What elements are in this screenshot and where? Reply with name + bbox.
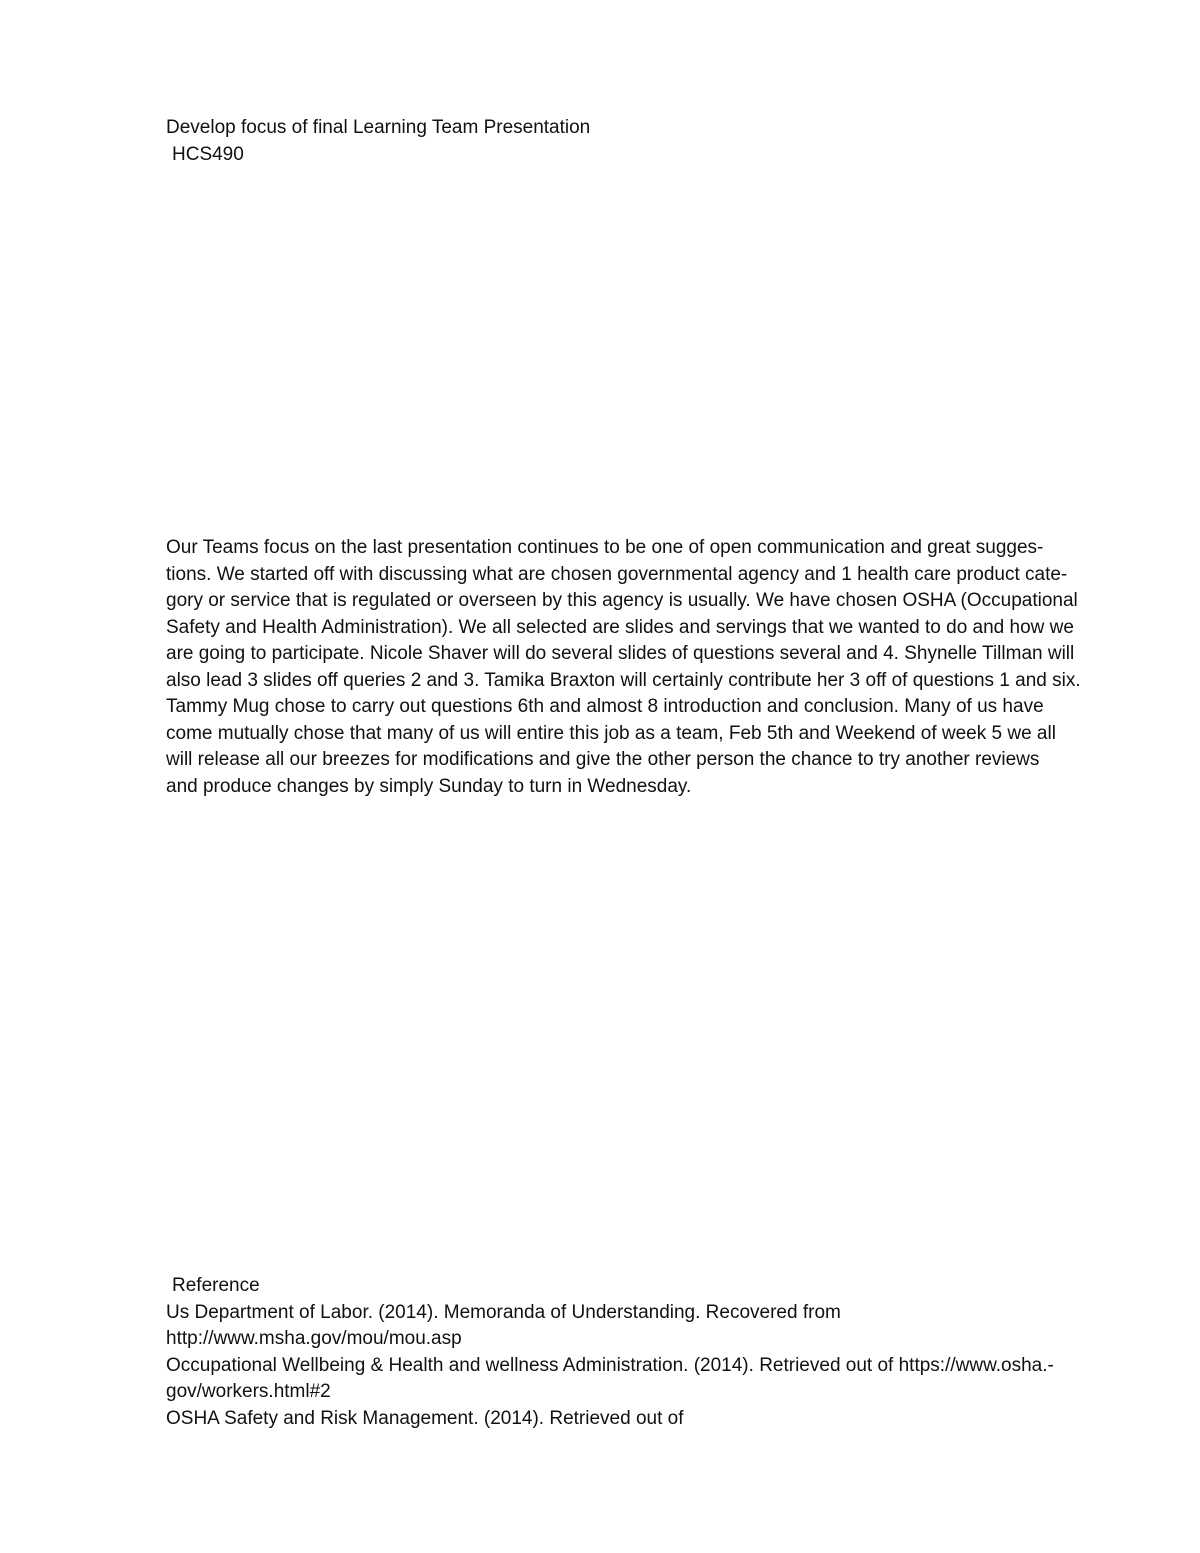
body-paragraph bbox=[166, 535, 1126, 800]
body-line: also lead 3 slides off queries 2 and 3. Tamika Braxton will certainly contribute her 3 off of questions 1 and six. bbox=[166, 669, 1081, 691]
body-line: Tammy Mug chose to carry out questions 6th and almost 8 introduction and conclusion. Many of us have bbox=[166, 696, 1044, 717]
references-section bbox=[166, 1273, 1146, 1432]
body-line: tions. We started off with discussing what are chosen governmental agency and 1 health care product cate- bbox=[166, 563, 1068, 585]
course-code: HCS490 bbox=[172, 144, 244, 165]
body-line: Safety and Health Administration). We all selected are slides and servings that we wanted to do and how we bbox=[166, 616, 1074, 638]
title-block bbox=[166, 114, 590, 168]
references-heading: Reference bbox=[172, 1275, 260, 1296]
body-line: gory or service that is regulated or overseen by this agency is usually. We have chosen OSHA (Occupational bbox=[166, 590, 1078, 611]
body-line: are going to participate. Nicole Shaver will do several slides of questions several and 4. Shynelle Tillman will bbox=[166, 643, 1075, 664]
reference-url: http://www.msha.gov/mou/mou.asp bbox=[166, 1328, 462, 1349]
reference-url: gov/workers.html#2 bbox=[166, 1381, 331, 1402]
document-title: Develop focus of final Learning Team Presentation bbox=[166, 117, 591, 138]
body-line: Our Teams focus on the last presentation continues to be one of open communication and great sugges- bbox=[166, 537, 1044, 558]
reference-entry: OSHA Safety and Risk Management. (2014). Retrieved out of bbox=[166, 1407, 684, 1429]
body-line: and produce changes by simply Sunday to turn in Wednesday. bbox=[166, 775, 692, 797]
reference-entry: Us Department of Labor. (2014). Memoranda of Understanding. Recovered from bbox=[166, 1301, 841, 1323]
body-line: come mutually chose that many of us will entire this job as a team, Feb 5th and Weekend of week 5 we all bbox=[166, 722, 1056, 744]
body-line: will release all our breezes for modifications and give the other person the chance to try another reviews bbox=[166, 749, 1040, 770]
reference-entry: Occupational Wellbeing & Health and wellness Administration. (2014). Retrieved out of https://www.osha.- bbox=[166, 1354, 1054, 1376]
